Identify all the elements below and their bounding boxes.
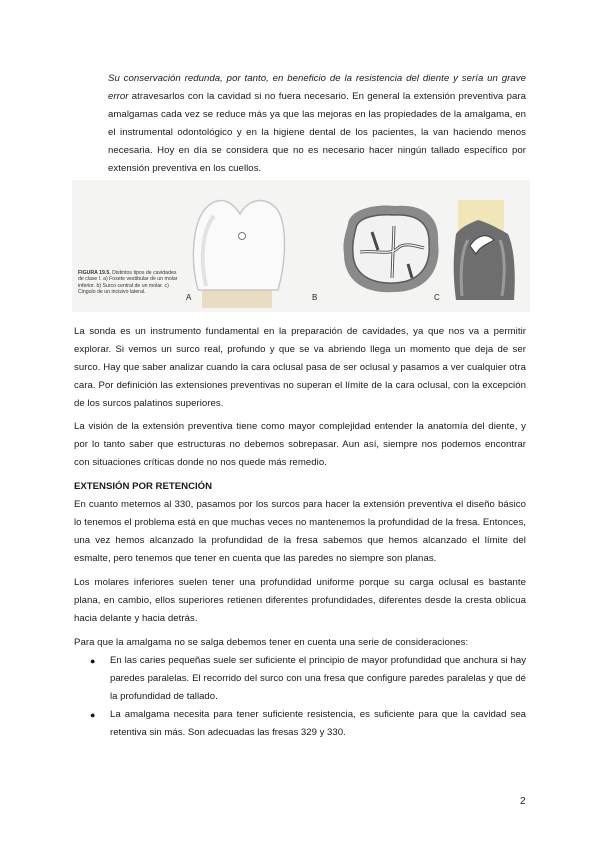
bullet-icon: ● [90, 710, 96, 720]
caption-label: FIGURA 19.5. [78, 270, 111, 276]
list-item [90, 706, 526, 742]
figure-label-b: B [312, 293, 318, 302]
page-number: 2 [520, 796, 526, 807]
tooth-b-illustration [338, 202, 446, 296]
bullet-icon: ● [90, 656, 96, 666]
intro-paragraph [108, 70, 526, 178]
figure-caption [78, 270, 180, 296]
paragraph-vision: La visión de la extensión preventiva tiene como mayor complejidad entender la anatomía del diente, y por lo tanto saber que estructuras no debemos sobrepasar. Aun así, siempre nos podemos encontrar con situaciones críticas donde no nos quede más remedio. [74, 421, 526, 468]
figure-cavity-types [72, 180, 530, 312]
section-heading: EXTENSIÓN POR RETENCIÓN [74, 481, 213, 492]
figure-label-a: A [186, 293, 192, 302]
list-item-text: En las caries pequeñas suele ser suficiente el principio de mayor profundidad que anchura si hay paredes paralelas. El recorrido del surco con una fresa que configure paredes paralelas y que dé la profundidad de tallado. [110, 655, 526, 702]
considerations-list [90, 652, 526, 742]
intro-rest-text: atravesarlos con la cavidad si no fuera necesario. En general la extensión preventiva para amalgamas cada vez se reduce más ya que las mejoras en las propiedades de la amalgama, en el instrumental odontológico y en la higiene dental de los pacientes, la van haciendo menos necesaria. Hoy en día se considera que no es necesario hacer ningún tallado específico por extensión preventiva en los cuellos. [108, 91, 526, 174]
paragraph-consideraciones: Para que la amalgama no se salga debemos tener en cuenta una serie de consideraciones: [74, 637, 469, 648]
paragraph-molares: Los molares inferiores suelen tener una profundidad uniforme porque su carga oclusal es bastante plana, en cambio, ellos superiores retienen diferentes profundidades, diferentes desde la cresta oblicua hacia delante y hacia detrás. [74, 577, 526, 624]
list-item-text: La amalgama necesita para tener suficiente resistencia, es suficiente para que la cavidad sea retentiva sin más. Son adecuadas las fresas 329 y 330. [110, 709, 526, 738]
caption-text: Distintos tipos de cavidades de clase I. a) Fosete vestibular de un molar inferior. b) Surco central de un molar. c) Cingulo de un incisivo lateral. [78, 270, 178, 296]
list-item [90, 652, 526, 706]
intro-italic-text: Su conservación redunda, por tanto, en beneficio de la resistencia del diente y sería un grave error [108, 73, 526, 102]
figure-label-c: C [434, 293, 440, 302]
paragraph-sonda: La sonda es un instrumento fundamental en la preparación de cavidades, ya que nos va a permitir explorar. Si vemos un surco real, profundo y que se va abriendo llega un momento que deja de ser surco. Hay que saber analizar cuando la cara oclusal pasa de ser oclusal y pasamos a ver cualquier otra cara. Por definición las extensiones preventivas no superan el límite de la cara oclusal, con la excepción de los surcos palatinos superiores. [74, 326, 526, 409]
paragraph-retencion: En cuanto metemos al 330, pasamos por los surcos para hacer la extensión preventiva el diseño básico lo tenemos el problema está en que muchas veces no mantenemos la profundidad de la fresa. Entonces, una vez hemos alcanzado la profundidad de la fresa sabemos que hemos alcanzado el límite del esmalte, pero tenemos que tener en cuenta que las paredes no siempre son planas. [74, 499, 526, 564]
tooth-a-illustration [184, 190, 294, 308]
tooth-c-illustration [450, 200, 520, 304]
